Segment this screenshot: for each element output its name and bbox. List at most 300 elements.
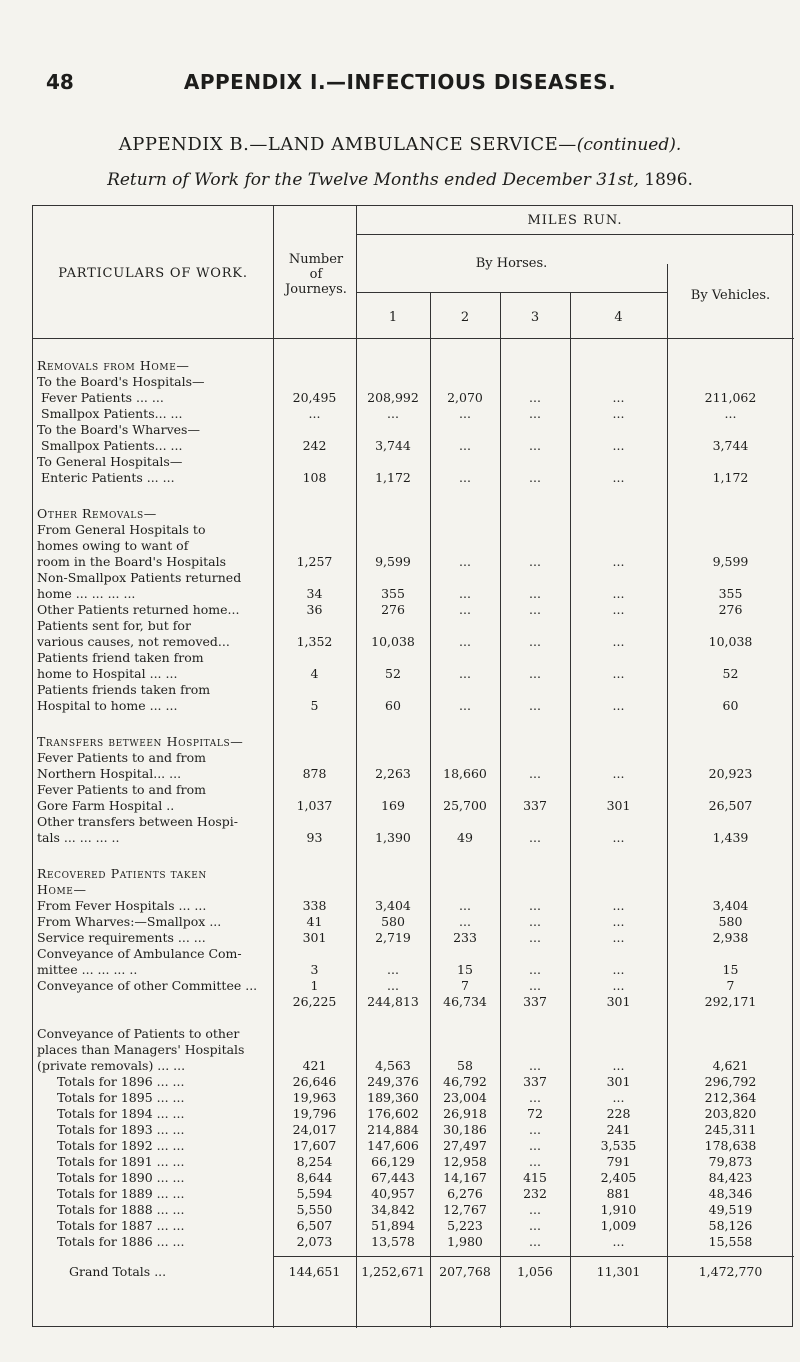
cell-h4: 3,535 bbox=[600, 1138, 637, 1153]
cell-journeys: 144,651 bbox=[288, 1264, 341, 1279]
table-row bbox=[33, 1122, 794, 1138]
cell-h3: ... bbox=[529, 554, 541, 569]
cell-h1: 10,038 bbox=[371, 634, 415, 649]
row-label: Service requirements ... ... bbox=[37, 930, 206, 945]
cell-h4: ... bbox=[612, 914, 625, 929]
row-label: Northern Hospital... ... bbox=[37, 766, 182, 781]
row-label: various causes, not removed... bbox=[37, 634, 230, 649]
cell-h1: 66,129 bbox=[371, 1154, 415, 1169]
cell-h2: 18,660 bbox=[443, 766, 487, 781]
header-miles-run: MILES RUN. bbox=[527, 213, 623, 228]
table-row bbox=[33, 374, 794, 390]
cell-journeys: 4 bbox=[310, 666, 319, 681]
row-label: Conveyance of Ambulance Com- bbox=[37, 946, 242, 961]
table-row bbox=[33, 390, 794, 406]
row-label: Totals for 1891 ... ... bbox=[57, 1154, 185, 1169]
cell-veh: 203,820 bbox=[704, 1106, 757, 1121]
row-label: Fever Patients to and from bbox=[37, 782, 206, 797]
header-by-horses: By Horses. bbox=[475, 256, 548, 271]
table-row bbox=[33, 422, 794, 438]
cell-veh: 10,038 bbox=[708, 634, 753, 649]
cell-h4: ... bbox=[612, 766, 625, 781]
row-label: Totals for 1886 ... ... bbox=[57, 1234, 185, 1249]
cell-h4: ... bbox=[612, 666, 625, 681]
cell-h3: ... bbox=[529, 766, 541, 781]
cell-h3: ... bbox=[529, 962, 541, 977]
cell-h2: 233 bbox=[453, 930, 477, 945]
row-label: Other transfers between Hospi- bbox=[37, 814, 238, 829]
cell-h3: ... bbox=[529, 470, 541, 485]
cell-h4: ... bbox=[612, 470, 625, 485]
header-horse-1: 1 bbox=[388, 310, 398, 325]
table-row bbox=[33, 882, 794, 898]
appendix-title bbox=[0, 134, 800, 155]
cell-journeys: 8,644 bbox=[296, 1170, 333, 1185]
cell-h2: 27,497 bbox=[443, 1138, 487, 1153]
cell-journeys: 26,646 bbox=[292, 1074, 337, 1089]
appendix-title-main: APPENDIX B.—LAND AMBULANCE SERVICE— bbox=[118, 134, 577, 155]
table-row bbox=[33, 1186, 794, 1202]
table-row bbox=[33, 406, 794, 422]
cell-journeys: 26,225 bbox=[292, 994, 337, 1009]
cell-h3: ... bbox=[529, 586, 541, 601]
cell-h4: ... bbox=[612, 438, 625, 453]
cell-veh: 60 bbox=[722, 698, 739, 713]
table-row bbox=[33, 1264, 794, 1280]
table-row bbox=[33, 1058, 794, 1074]
row-label: Totals for 1896 ... ... bbox=[57, 1074, 185, 1089]
row-label: To the Board's Hospitals— bbox=[37, 374, 205, 389]
appendix-title-continued: (continued). bbox=[576, 135, 682, 155]
cell-h2: ... bbox=[459, 634, 471, 649]
cell-h2: 14,167 bbox=[443, 1170, 487, 1185]
cell-veh: 3,404 bbox=[712, 898, 749, 913]
cell-h2: 49 bbox=[457, 830, 473, 845]
table-row bbox=[33, 750, 794, 766]
cell-h4: ... bbox=[612, 962, 625, 977]
cell-h3: 337 bbox=[523, 994, 547, 1009]
table-row bbox=[33, 1106, 794, 1122]
cell-journeys: 5 bbox=[310, 698, 319, 713]
cell-h1: 249,376 bbox=[367, 1074, 419, 1089]
cell-h3: ... bbox=[529, 830, 541, 845]
header-horse-2: 2 bbox=[460, 310, 470, 325]
cell-h4: ... bbox=[612, 554, 625, 569]
cell-h4: ... bbox=[612, 406, 625, 421]
cell-veh: 9,599 bbox=[712, 554, 749, 569]
cell-h1: 9,599 bbox=[375, 554, 411, 569]
cell-veh: 1,172 bbox=[712, 470, 749, 485]
table-row bbox=[33, 682, 794, 698]
running-head: APPENDIX I.—INFECTIOUS DISEASES. bbox=[183, 70, 617, 94]
cell-journeys: 36 bbox=[306, 602, 323, 617]
cell-veh: 20,923 bbox=[708, 766, 753, 781]
header-horse-3: 3 bbox=[530, 310, 540, 325]
table-row bbox=[33, 814, 794, 830]
cell-h4: ... bbox=[612, 830, 625, 845]
cell-h4: 241 bbox=[606, 1122, 631, 1137]
cell-journeys: 1,257 bbox=[296, 554, 333, 569]
return-subtitle bbox=[0, 170, 800, 190]
cell-h2: ... bbox=[459, 698, 471, 713]
table-row bbox=[33, 454, 794, 470]
table-row bbox=[33, 1042, 794, 1058]
cell-h1: 2,719 bbox=[375, 930, 411, 945]
cell-h4: 301 bbox=[606, 1074, 631, 1089]
cell-h2: ... bbox=[459, 406, 471, 421]
table-row bbox=[33, 1074, 794, 1090]
cell-h4: ... bbox=[612, 978, 625, 993]
page-number: 48 bbox=[46, 70, 74, 94]
header-particulars: PARTICULARS OF WORK. bbox=[58, 266, 248, 281]
cell-veh: 52 bbox=[722, 666, 739, 681]
cell-journeys: 17,607 bbox=[292, 1138, 337, 1153]
cell-h4: ... bbox=[612, 1234, 625, 1249]
cell-veh: 7 bbox=[726, 978, 735, 993]
table-row bbox=[33, 782, 794, 798]
cell-journeys: 242 bbox=[302, 438, 327, 453]
row-label: places than Managers' Hospitals bbox=[37, 1042, 245, 1057]
cell-h4: ... bbox=[612, 698, 625, 713]
cell-journeys: 1,037 bbox=[296, 798, 333, 813]
cell-veh: 15 bbox=[722, 962, 739, 977]
cell-h4: ... bbox=[612, 390, 625, 405]
row-label: home ... ... ... ... bbox=[37, 586, 136, 601]
table-row bbox=[33, 734, 794, 750]
cell-h3: 337 bbox=[523, 1074, 547, 1089]
row-label: Patients sent for, but for bbox=[37, 618, 191, 633]
row-label: Recovered Patients taken bbox=[37, 866, 207, 881]
cell-h4: 11,301 bbox=[596, 1264, 641, 1279]
table-row bbox=[33, 1154, 794, 1170]
cell-journeys: 19,963 bbox=[292, 1090, 337, 1105]
cell-h2: ... bbox=[459, 470, 471, 485]
cell-h4: 791 bbox=[606, 1154, 631, 1169]
cell-h1: 580 bbox=[381, 914, 405, 929]
cell-h1: 244,813 bbox=[367, 994, 419, 1009]
cell-h2: 25,700 bbox=[443, 798, 487, 813]
cell-veh: 292,171 bbox=[704, 994, 757, 1009]
table-row bbox=[33, 1138, 794, 1154]
cell-h3: 337 bbox=[523, 798, 547, 813]
table-row bbox=[33, 946, 794, 962]
table-row bbox=[33, 1090, 794, 1106]
row-label: Conveyance of other Committee ... bbox=[37, 978, 258, 993]
table-row bbox=[33, 470, 794, 486]
row-label: Conveyance of Patients to other bbox=[37, 1026, 240, 1041]
table-row bbox=[33, 962, 794, 978]
cell-h3: ... bbox=[529, 1202, 541, 1217]
table-row bbox=[33, 522, 794, 538]
row-label: tals ... ... ... .. bbox=[37, 830, 120, 845]
cell-h1: 276 bbox=[381, 602, 405, 617]
cell-veh: 296,792 bbox=[704, 1074, 757, 1089]
cell-h2: 2,070 bbox=[447, 390, 483, 405]
cell-h1: 67,443 bbox=[371, 1170, 415, 1185]
cell-veh: 58,126 bbox=[708, 1218, 753, 1233]
cell-h3: ... bbox=[529, 930, 541, 945]
cell-h1: 52 bbox=[385, 666, 401, 681]
cell-h3: ... bbox=[529, 698, 541, 713]
cell-h2: 7 bbox=[461, 978, 469, 993]
row-label: Patients friends taken from bbox=[37, 682, 211, 697]
row-label: From General Hospitals to bbox=[37, 522, 206, 537]
row-label: Totals for 1889 ... ... bbox=[57, 1186, 185, 1201]
cell-h1: 34,842 bbox=[371, 1202, 415, 1217]
row-label: To General Hospitals— bbox=[37, 454, 183, 469]
cell-h4: 301 bbox=[606, 994, 631, 1009]
row-label: Totals for 1894 ... ... bbox=[57, 1106, 185, 1121]
row-label: Fever Patients to and from bbox=[37, 750, 206, 765]
cell-h4: 301 bbox=[606, 798, 631, 813]
cell-journeys: 41 bbox=[306, 914, 323, 929]
cell-h1: 40,957 bbox=[371, 1186, 415, 1201]
cell-h3: ... bbox=[529, 914, 541, 929]
cell-h1: 1,252,671 bbox=[361, 1264, 425, 1279]
cell-veh: 26,507 bbox=[708, 798, 753, 813]
table-row bbox=[33, 1234, 794, 1250]
cell-h2: ... bbox=[459, 438, 471, 453]
cell-h1: 189,360 bbox=[367, 1090, 419, 1105]
cell-journeys: 1 bbox=[310, 978, 319, 993]
cell-veh: 15,558 bbox=[708, 1234, 753, 1249]
row-label: Enteric Patients ... ... bbox=[41, 470, 175, 485]
cell-h2: 46,792 bbox=[443, 1074, 487, 1089]
cell-h2: 46,734 bbox=[443, 994, 487, 1009]
cell-h4: 1,910 bbox=[600, 1202, 637, 1217]
cell-veh: 3,744 bbox=[712, 438, 749, 453]
cell-h1: 13,578 bbox=[371, 1234, 415, 1249]
row-label: Smallpox Patients... ... bbox=[41, 406, 183, 421]
row-label: Smallpox Patients... ... bbox=[41, 438, 183, 453]
cell-h1: 60 bbox=[385, 698, 401, 713]
cell-h2: 207,768 bbox=[439, 1264, 491, 1279]
cell-veh: 84,423 bbox=[708, 1170, 753, 1185]
table-row bbox=[33, 898, 794, 914]
row-label: Other Removals— bbox=[37, 506, 157, 521]
row-label: (private removals) ... ... bbox=[37, 1058, 186, 1073]
cell-journeys: 6,507 bbox=[296, 1218, 333, 1233]
cell-h1: 51,894 bbox=[371, 1218, 415, 1233]
row-label: Transfers between Hospitals— bbox=[37, 734, 244, 749]
cell-h1: 3,744 bbox=[375, 438, 411, 453]
cell-h3: ... bbox=[529, 898, 541, 913]
row-label: mittee ... ... ... .. bbox=[37, 962, 138, 977]
table-row bbox=[33, 866, 794, 882]
cell-journeys: 878 bbox=[302, 766, 327, 781]
header-by-vehicles: By Vehicles. bbox=[690, 288, 771, 303]
cell-journeys: 338 bbox=[302, 898, 327, 913]
cell-h4: ... bbox=[612, 586, 625, 601]
row-label: Totals for 1895 ... ... bbox=[57, 1090, 185, 1105]
row-label: Grand Totals ... bbox=[69, 1264, 167, 1279]
cell-h2: 6,276 bbox=[447, 1186, 483, 1201]
cell-journeys: 5,594 bbox=[296, 1186, 333, 1201]
cell-veh: 245,311 bbox=[704, 1122, 757, 1137]
cell-h1: 176,602 bbox=[367, 1106, 419, 1121]
cell-journeys: 34 bbox=[306, 586, 323, 601]
cell-h4: 228 bbox=[606, 1106, 631, 1121]
row-label: Non-Smallpox Patients returned bbox=[37, 570, 242, 585]
cell-veh: 178,638 bbox=[704, 1138, 757, 1153]
cell-h4: ... bbox=[612, 1058, 625, 1073]
cell-h3: ... bbox=[529, 390, 541, 405]
cell-h3: 1,056 bbox=[517, 1264, 553, 1279]
cell-journeys: 421 bbox=[302, 1058, 327, 1073]
cell-h3: ... bbox=[529, 634, 541, 649]
cell-h3: ... bbox=[529, 406, 541, 421]
cell-journeys: 5,550 bbox=[296, 1202, 333, 1217]
row-label: Patients friend taken from bbox=[37, 650, 204, 665]
cell-h3: ... bbox=[529, 1234, 541, 1249]
cell-veh: 211,062 bbox=[704, 390, 757, 405]
cell-veh: 49,519 bbox=[708, 1202, 753, 1217]
row-label: Totals for 1890 ... ... bbox=[57, 1170, 185, 1185]
table-row bbox=[33, 650, 794, 666]
cell-h3: ... bbox=[529, 1058, 541, 1073]
cell-h4: ... bbox=[612, 898, 625, 913]
cell-h3: ... bbox=[529, 1154, 541, 1169]
return-subtitle-year: 1896. bbox=[644, 170, 693, 190]
cell-veh: 355 bbox=[718, 586, 743, 601]
cell-veh: ... bbox=[724, 406, 737, 421]
cell-journeys: 2,073 bbox=[296, 1234, 333, 1249]
cell-journeys: 108 bbox=[302, 470, 327, 485]
cell-h2: 5,223 bbox=[447, 1218, 483, 1233]
cell-veh: 276 bbox=[718, 602, 743, 617]
table-row bbox=[33, 586, 794, 602]
cell-h2: 1,980 bbox=[447, 1234, 483, 1249]
cell-h1: 214,884 bbox=[367, 1122, 419, 1137]
cell-journeys: 20,495 bbox=[292, 390, 337, 405]
cell-h3: 72 bbox=[527, 1106, 543, 1121]
cell-h1: 147,606 bbox=[367, 1138, 419, 1153]
table-row bbox=[33, 666, 794, 682]
ambulance-table bbox=[32, 205, 793, 1327]
row-label: From Fever Hospitals ... ... bbox=[37, 898, 207, 913]
cell-h2: 58 bbox=[457, 1058, 473, 1073]
cell-h2: 23,004 bbox=[443, 1090, 487, 1105]
cell-veh: 79,873 bbox=[708, 1154, 753, 1169]
cell-h3: ... bbox=[529, 978, 541, 993]
row-label: Totals for 1892 ... ... bbox=[57, 1138, 185, 1153]
cell-veh: 48,346 bbox=[708, 1186, 753, 1201]
cell-h1: 3,404 bbox=[375, 898, 411, 913]
table-row bbox=[33, 978, 794, 994]
cell-h1: 4,563 bbox=[375, 1058, 411, 1073]
cell-h3: ... bbox=[529, 1122, 541, 1137]
row-label: Other Patients returned home... bbox=[37, 602, 240, 617]
cell-veh: 4,621 bbox=[712, 1058, 749, 1073]
cell-veh: 580 bbox=[718, 914, 743, 929]
cell-journeys: 3 bbox=[310, 962, 319, 977]
cell-h2: ... bbox=[459, 666, 471, 681]
table-row bbox=[33, 1218, 794, 1234]
cell-h1: 1,390 bbox=[375, 830, 411, 845]
table-row bbox=[33, 554, 794, 570]
cell-h4: ... bbox=[612, 930, 625, 945]
cell-h2: ... bbox=[459, 914, 471, 929]
table-row bbox=[33, 358, 794, 374]
cell-journeys: ... bbox=[308, 406, 321, 421]
row-label: Totals for 1888 ... ... bbox=[57, 1202, 185, 1217]
row-label: room in the Board's Hospitals bbox=[37, 554, 227, 569]
row-label: To the Board's Wharves— bbox=[37, 422, 200, 437]
table-row bbox=[33, 1026, 794, 1042]
cell-veh: 2,938 bbox=[712, 930, 749, 945]
page-header bbox=[0, 70, 800, 110]
cell-h2: 12,958 bbox=[443, 1154, 487, 1169]
cell-h3: ... bbox=[529, 1138, 541, 1153]
cell-h3: ... bbox=[529, 1090, 541, 1105]
table-row bbox=[33, 1170, 794, 1186]
cell-h1: 208,992 bbox=[367, 390, 419, 405]
row-label: From Wharves:—Smallpox ... bbox=[37, 914, 222, 929]
cell-journeys: 301 bbox=[302, 930, 327, 945]
return-subtitle-text: Return of Work for the Twelve Months ended December 31st, bbox=[107, 170, 639, 190]
table-row bbox=[33, 506, 794, 522]
cell-h1: 1,172 bbox=[375, 470, 411, 485]
cell-veh: 1,439 bbox=[712, 830, 749, 845]
table-row bbox=[33, 634, 794, 650]
cell-h1: ... bbox=[387, 978, 399, 993]
cell-h4: ... bbox=[612, 634, 625, 649]
cell-h2: ... bbox=[459, 602, 471, 617]
cell-h2: 15 bbox=[457, 962, 473, 977]
cell-h1: 169 bbox=[381, 798, 405, 813]
cell-h2: ... bbox=[459, 554, 471, 569]
row-label: Totals for 1893 ... ... bbox=[57, 1122, 185, 1137]
row-label: homes owing to want of bbox=[37, 538, 189, 553]
cell-h1: 355 bbox=[381, 586, 405, 601]
cell-h3: ... bbox=[529, 1218, 541, 1233]
cell-h2: 12,767 bbox=[443, 1202, 487, 1217]
cell-h2: 26,918 bbox=[443, 1106, 487, 1121]
cell-h3: ... bbox=[529, 602, 541, 617]
table-row bbox=[33, 830, 794, 846]
cell-journeys: 24,017 bbox=[292, 1122, 337, 1137]
row-label: Gore Farm Hospital .. bbox=[37, 798, 175, 813]
row-label: Home— bbox=[37, 882, 87, 897]
cell-h1: ... bbox=[387, 406, 399, 421]
table-row bbox=[33, 914, 794, 930]
cell-h4: 1,009 bbox=[600, 1218, 637, 1233]
table-row bbox=[33, 570, 794, 586]
cell-journeys: 1,352 bbox=[296, 634, 333, 649]
row-label: Removals from Home— bbox=[37, 358, 190, 373]
cell-h3: ... bbox=[529, 666, 541, 681]
table-row bbox=[33, 618, 794, 634]
cell-h2: 30,186 bbox=[443, 1122, 487, 1137]
cell-veh: 1,472,770 bbox=[698, 1264, 763, 1279]
cell-h4: 2,405 bbox=[600, 1170, 637, 1185]
table-row bbox=[33, 994, 794, 1010]
header-horse-4: 4 bbox=[614, 310, 623, 325]
cell-h3: 232 bbox=[523, 1186, 547, 1201]
row-label: Hospital to home ... ... bbox=[37, 698, 178, 713]
cell-h2: ... bbox=[459, 898, 471, 913]
cell-journeys: 8,254 bbox=[296, 1154, 333, 1169]
table-row bbox=[33, 766, 794, 782]
table-row bbox=[33, 438, 794, 454]
cell-h3: ... bbox=[529, 438, 541, 453]
cell-h1: ... bbox=[387, 962, 399, 977]
cell-h4: ... bbox=[612, 1090, 625, 1105]
cell-veh: 212,364 bbox=[704, 1090, 757, 1105]
table-row bbox=[33, 602, 794, 618]
cell-journeys: 93 bbox=[306, 830, 323, 845]
header-journeys: Number of Journeys. bbox=[285, 252, 347, 297]
